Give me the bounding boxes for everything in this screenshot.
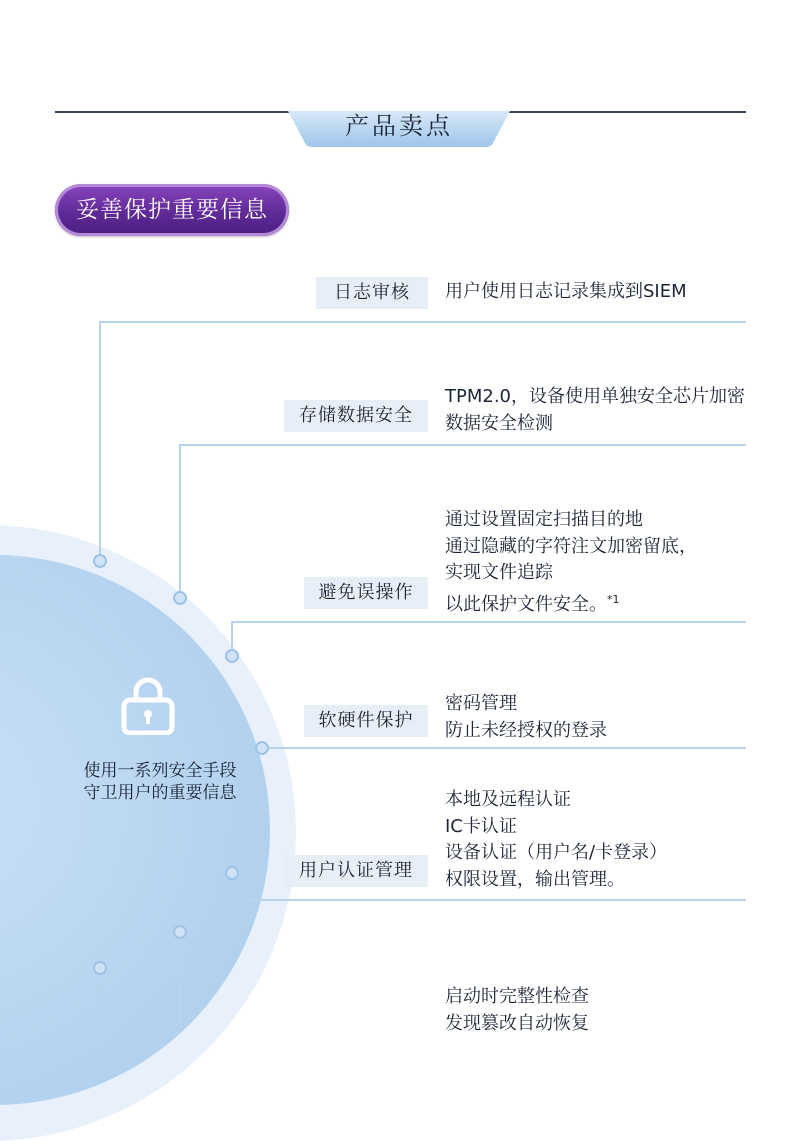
feature-desc-line: 防止未经授权的登录 bbox=[445, 719, 607, 741]
feature-label-avoid-misoperation: 避免误操作 bbox=[304, 577, 428, 609]
center-caption bbox=[60, 760, 260, 804]
center-caption-line2: 守卫用户的重要信息 bbox=[83, 783, 237, 803]
feature-desc-line: 数据安全检测 bbox=[445, 412, 553, 434]
feature-label-log-audit: 日志审核 bbox=[316, 277, 428, 309]
feature-desc-line: IC卡认证 bbox=[445, 815, 517, 837]
feature-desc-line: 密码管理 bbox=[445, 693, 517, 714]
page-title: 产品卖点 bbox=[345, 112, 453, 140]
center-caption-line1: 使用一系列安全手段 bbox=[83, 761, 237, 781]
feature-label-user-auth: 用户认证管理 bbox=[284, 855, 428, 887]
footnote-marker: *1 bbox=[607, 592, 620, 606]
feature-desc-line: 启动时完整性检查 bbox=[445, 986, 589, 1007]
feature-desc-line: 权限设置，输出管理。 bbox=[445, 868, 625, 890]
feature-desc-line: 用户使用日志记录集成到SIEM bbox=[445, 281, 687, 302]
feature-desc-line: 发现篡改自动恢复 bbox=[445, 1012, 589, 1034]
feature-desc-line: 实现文件追踪 bbox=[445, 562, 553, 583]
feature-label-hw-sw-protection: 软硬件保护 bbox=[304, 705, 428, 737]
feature-desc-avoid-misoperation bbox=[445, 507, 765, 618]
feature-desc-line: 以此保护文件安全。 bbox=[445, 593, 607, 615]
feature-desc-line: 本地及远程认证 bbox=[445, 789, 571, 810]
feature-desc-log-audit bbox=[445, 279, 765, 306]
feature-desc-integrity-check bbox=[445, 984, 765, 1037]
feature-desc-line: 设备认证（用户名/卡登录） bbox=[445, 842, 668, 863]
feature-desc-storage-security bbox=[445, 384, 765, 437]
feature-desc-user-auth bbox=[445, 787, 765, 893]
feature-desc-line: TPM2.0，设备使用单独安全芯片加密 bbox=[445, 386, 746, 407]
feature-desc-line: 通过设置固定扫描目的地 bbox=[445, 509, 643, 530]
lock-icon bbox=[120, 675, 176, 735]
feature-desc-line: 通过隐藏的字符注文加密留底， bbox=[445, 535, 697, 557]
section-title: 妥善保护重要信息 bbox=[55, 184, 289, 236]
feature-label-storage-security: 存储数据安全 bbox=[284, 400, 428, 432]
feature-desc-hw-sw-protection bbox=[445, 691, 765, 744]
